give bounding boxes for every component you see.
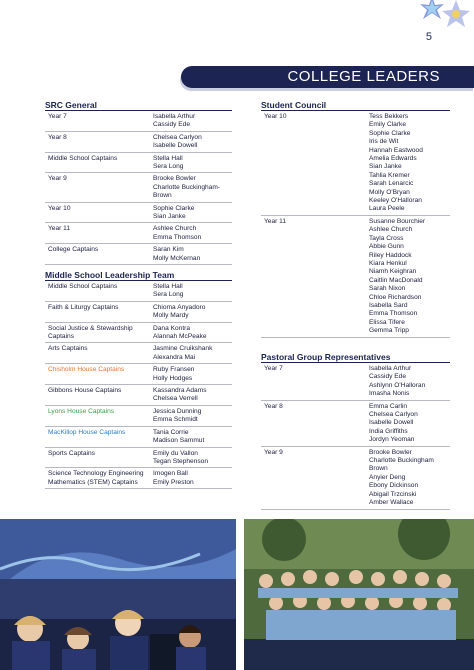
role-label: Middle School Captains [45, 152, 150, 173]
student-name: Chelsea Carlyon [369, 411, 418, 419]
table-row [45, 244, 232, 265]
role-label: Year 9 [45, 173, 150, 202]
student-name: Isabella Arthur [369, 365, 412, 372]
student-name: Sophie Clarke [369, 129, 411, 137]
role-label: Year 7 [261, 363, 366, 400]
role-label: Arts Captains [45, 343, 150, 364]
names-cell [150, 131, 232, 152]
student-name: Emma Thomson [369, 310, 418, 318]
student-name: Charlotte Buckingham-Brown [153, 183, 221, 200]
table-row [45, 223, 232, 244]
student-name: Amber Wallace [369, 499, 414, 507]
student-name: Tahlia Kremer [369, 171, 410, 179]
student-name: Holly Hodges [153, 374, 193, 382]
student-name: Cassidy Ede [369, 373, 407, 381]
student-name: Amelia Edwards [369, 155, 417, 163]
role-label: Faith & Liturgy Captains [45, 301, 150, 322]
student-name: Laura Peele [369, 205, 405, 213]
student-name: Alexandra Mai [153, 353, 196, 361]
role-label: Year 8 [261, 400, 366, 446]
table-row [45, 322, 232, 343]
student-name: Isabella Sard [369, 301, 408, 309]
student-name: Stella Hall [153, 283, 183, 290]
student-name: Isabelle Dowell [153, 142, 198, 150]
student-name: Riley Haddock [369, 251, 412, 259]
student-name: Madison Sammut [153, 437, 205, 445]
names-cell [150, 385, 232, 406]
table-row [45, 426, 232, 447]
student-name: Keeley O'Halloran [369, 197, 422, 205]
table-row [45, 152, 232, 173]
table-row [45, 173, 232, 202]
student-council-table [261, 111, 450, 338]
table-row [45, 405, 232, 426]
names-cell [150, 202, 232, 223]
table-row [261, 400, 450, 446]
role-label: MacKillop House Captains [45, 426, 150, 447]
student-name: Abbie Gunn [369, 243, 404, 251]
student-name: Tayla Cross [369, 234, 404, 242]
names-cell [150, 152, 232, 173]
role-label: College Captains [45, 244, 150, 265]
role-label: Middle School Captains [45, 281, 150, 301]
student-name: Sian Janke [369, 163, 402, 171]
student-name: Emily Preston [153, 478, 194, 486]
role-label: Year 7 [45, 111, 150, 131]
student-council-title: Student Council [261, 100, 327, 110]
src-general-title: SRC General [45, 100, 97, 110]
student-name: Chloe Richardson [369, 293, 422, 301]
page-number: 5 [425, 31, 432, 43]
table-row [45, 111, 232, 131]
student-name: Imogen Ball [153, 470, 188, 478]
student-name: Molly Mardy [153, 312, 189, 320]
banner-title: COLLEGE LEADERS [287, 68, 440, 85]
student-name: Kassandra Adams [153, 387, 207, 395]
student-name: Chelsea Carlyon [153, 133, 202, 141]
table-row [261, 111, 450, 215]
role-label: Year 10 [45, 202, 150, 223]
role-label: Science Technology Engineering Mathematics (STEM) Captains [45, 468, 150, 489]
student-name: Caitlin MacDonald [369, 276, 423, 284]
table-row [45, 385, 232, 406]
student-name: Anyier Deng [369, 473, 406, 481]
names-cell [366, 215, 450, 337]
student-name: Ashlynn O'Halloran [369, 381, 426, 389]
role-label: Year 9 [261, 446, 366, 509]
student-name: Emily du Vallon [153, 449, 198, 457]
role-label: Year 10 [261, 111, 366, 215]
student-name: Niamh Keighran [369, 268, 417, 276]
student-name: Brooke Bowler [153, 175, 196, 183]
names-cell [150, 111, 232, 131]
role-label: Chisholm House Captains [45, 364, 150, 385]
student-name: Sophie Clarke [153, 204, 195, 212]
names-cell [150, 281, 232, 301]
student-name: Abigail Trzcinski [369, 490, 417, 498]
student-name: Iris de Wit [369, 138, 399, 146]
names-cell [150, 322, 232, 343]
student-name: Emma Schmidt [153, 416, 198, 424]
student-name: Charlotte Buckingham Brown [369, 457, 434, 473]
names-cell [150, 447, 232, 468]
student-name: Sarah Nixon [369, 285, 406, 293]
role-label: Sports Captains [45, 447, 150, 468]
src-general-table [45, 111, 232, 265]
table-row [45, 364, 232, 385]
student-name: Sera Long [153, 291, 184, 299]
student-name: Isabella Arthur [153, 113, 196, 120]
student-name: Saran Kim [153, 246, 184, 254]
student-name: Emma Thomson [153, 233, 202, 241]
student-name: Sera Long [153, 163, 184, 171]
names-cell [150, 301, 232, 322]
student-name: Kiara Henkul [369, 259, 407, 267]
names-cell [150, 364, 232, 385]
table-row [45, 131, 232, 152]
student-name: Sarah Lenarcic [369, 180, 414, 188]
names-cell [150, 343, 232, 364]
names-cell [366, 446, 450, 509]
student-name: Chelsea Verrell [153, 395, 198, 403]
student-name: Molly O'Bryan [369, 188, 410, 196]
student-name: Ashlee Church [369, 226, 413, 234]
student-name: Gemma Tripp [369, 327, 409, 335]
student-name: Susanne Bourchier [369, 217, 426, 225]
student-name: Alannah McPeake [153, 333, 207, 341]
student-name: Ruby Fransen [153, 366, 195, 374]
table-row [45, 281, 232, 301]
title-banner [181, 66, 474, 88]
names-cell [366, 400, 450, 446]
names-cell [150, 244, 232, 265]
role-label: Year 11 [45, 223, 150, 244]
role-label: Gibbons House Captains [45, 385, 150, 406]
middle-school-title: Middle School Leadership Team [45, 270, 175, 280]
role-label: Social Justice & Stewardship Captains [45, 322, 150, 343]
student-name: Stella Hall [153, 154, 183, 162]
student-name: Jessica Dunning [153, 407, 202, 415]
student-name: Brooke Bowler [369, 448, 412, 456]
table-row [45, 343, 232, 364]
table-row [45, 447, 232, 468]
student-name: Chioma Anyadoro [153, 303, 206, 311]
student-name: Isabelle Dowell [369, 419, 414, 427]
photo-assembly [0, 519, 236, 670]
table-row [261, 363, 450, 400]
table-row [45, 202, 232, 223]
student-name: Tess Bekkers [369, 113, 409, 120]
student-name: Emily Clarke [369, 121, 407, 129]
student-name: Ebony Dickinson [369, 482, 419, 490]
corner-decoration [410, 0, 474, 34]
student-name: Sian Janke [153, 213, 186, 221]
table-row [45, 468, 232, 489]
role-label: Lyons House Captains [45, 405, 150, 426]
student-name: Jasmine Cruikshank [153, 345, 213, 353]
student-name: Emma Carlin [369, 402, 408, 410]
student-name: Dana Kontra [153, 324, 191, 332]
names-cell [150, 223, 232, 244]
student-name: Tegan Stephenson [153, 457, 208, 465]
pastoral-table [261, 363, 450, 510]
names-cell [150, 173, 232, 202]
names-cell [366, 363, 450, 400]
student-name: Elissa Tifere [369, 318, 405, 326]
names-cell [150, 426, 232, 447]
student-name: Ashlee Church [153, 225, 197, 233]
table-row [261, 446, 450, 509]
student-name: Tania Corrie [153, 428, 189, 436]
student-name: India Griffiths [369, 427, 408, 435]
photo-group [244, 519, 474, 670]
student-name: Jordyn Yeoman [369, 436, 415, 444]
middle-school-table [45, 281, 232, 489]
student-name: Imasha Nonis [369, 390, 410, 398]
student-name: Cassidy Ede [153, 121, 191, 129]
table-row [261, 215, 450, 337]
names-cell [366, 111, 450, 215]
student-name: Molly McKernan [153, 254, 201, 262]
names-cell [150, 405, 232, 426]
role-label: Year 11 [261, 215, 366, 337]
pastoral-title: Pastoral Group Representatives [261, 352, 391, 362]
table-row [45, 301, 232, 322]
names-cell [150, 468, 232, 489]
student-name: Hannah Eastwood [369, 146, 423, 154]
role-label: Year 8 [45, 131, 150, 152]
